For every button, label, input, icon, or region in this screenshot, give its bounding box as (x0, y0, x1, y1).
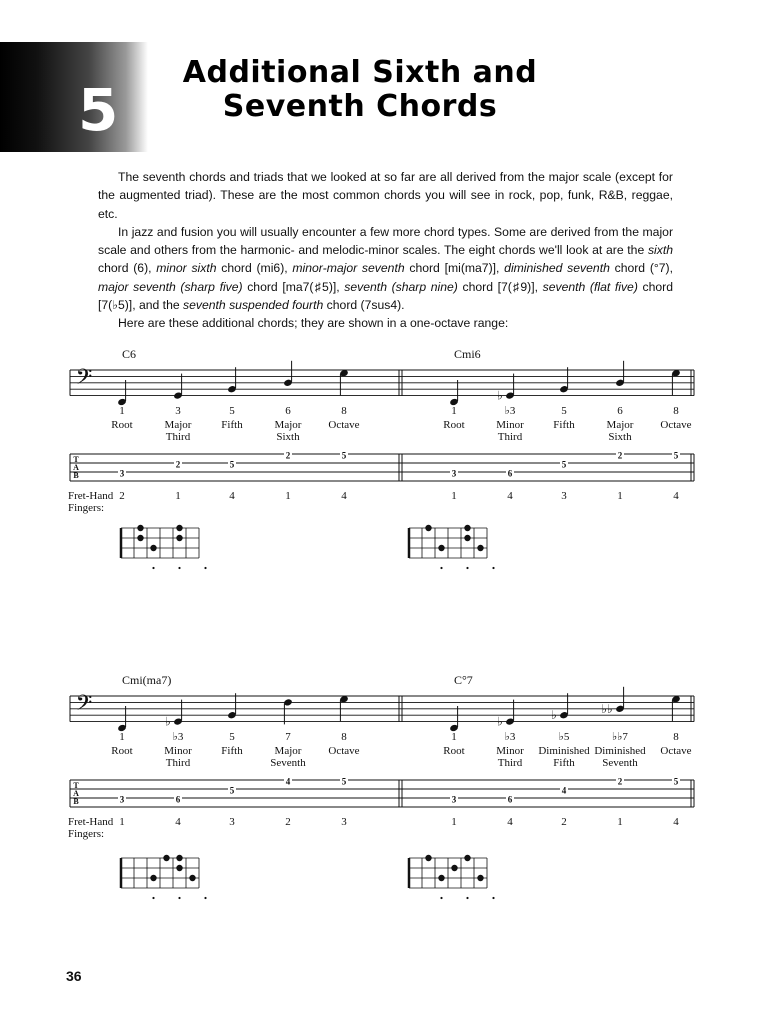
scale-degree: 5 (229, 731, 235, 743)
chord-name: C6 (122, 347, 137, 361)
chord-name: Cmi6 (454, 347, 481, 361)
interval-label: Root (111, 745, 133, 757)
scale-degree: 8 (341, 405, 347, 417)
finger-number: 4 (673, 490, 679, 502)
tab-fret-number: 6 (507, 468, 513, 479)
fretboard-dot (137, 525, 143, 531)
finger-number: 4 (175, 816, 181, 828)
finger-number: 4 (507, 490, 513, 502)
fingers-label: Fingers: (68, 502, 105, 514)
finger-number: 4 (229, 490, 235, 502)
interval-label: Major (274, 419, 302, 431)
tab-fret-number: 6 (507, 794, 513, 805)
fretboard-marker (204, 567, 206, 569)
chapter-title-line-2: Seventh Chords (222, 89, 498, 124)
interval-label: Fifth (221, 419, 243, 431)
interval-label: Fifth (553, 419, 575, 431)
interval-label: Root (443, 745, 465, 757)
fretboard-dot (176, 865, 182, 871)
fretboard-dot (438, 875, 444, 881)
finger-number: 3 (229, 816, 235, 828)
finger-number: 1 (285, 490, 291, 502)
fretboard-dot (150, 875, 156, 881)
fretboard-diagram-cdim7 (409, 855, 495, 899)
fretboard-dot (163, 855, 169, 861)
tab-fret-number: 3 (119, 794, 125, 805)
interval-label: Root (443, 419, 465, 431)
finger-number: 1 (451, 490, 457, 502)
paragraph-2: In jazz and fusion you will usually encounter a few more chord types. Some are derived from the major scale and others from the harmonic- and melodic-minor scales. The eight chords we'll look at are the sixth chord (6), minor sixth chord (mi6), minor-major seventh chord [mi(ma7)], diminished seventh chord (°7), major seventh (sharp five) chord [ma7(♯5)], seventh (sharp nine) chord [7(♯9)], seventh (flat five) chord [7(♭5)], and the seventh suspended fourth chord (7sus4). (98, 224, 673, 313)
finger-number: 3 (561, 490, 567, 502)
tab-fret-number: 5 (673, 776, 679, 787)
fretboard-marker (492, 567, 494, 569)
fretboard-dot (425, 525, 431, 531)
tab-letter: A (73, 789, 79, 798)
tab-letter: T (73, 781, 79, 790)
fretboard-dot (477, 875, 483, 881)
tab-fret-number: 3 (451, 794, 457, 805)
fretboard-dot (464, 535, 470, 541)
finger-number: 4 (673, 816, 679, 828)
interval-label: Major (606, 419, 634, 431)
finger-number: 2 (561, 816, 567, 828)
finger-number: 4 (341, 490, 347, 502)
fretboard-dot (464, 855, 470, 861)
fretboard-marker (204, 897, 206, 899)
interval-label: Octave (328, 419, 360, 431)
fretboard-dot (176, 855, 182, 861)
finger-number: 1 (175, 490, 181, 502)
tab-fret-number: 5 (229, 459, 235, 470)
fretboard-dot (189, 875, 195, 881)
fretboard-dot (451, 865, 457, 871)
fretboard-marker (152, 897, 154, 899)
finger-number: 4 (507, 816, 513, 828)
accidental: ♭ (551, 708, 557, 723)
fretboard-dot (425, 855, 431, 861)
finger-number: 1 (617, 816, 623, 828)
fretboard-marker (178, 567, 180, 569)
tab-fret-number: 5 (673, 450, 679, 461)
accidental: ♭ (497, 388, 503, 403)
tab-fret-number: 5 (229, 785, 235, 796)
scale-degree: ♭3 (172, 731, 184, 743)
scale-degree: 6 (285, 405, 291, 417)
tab-fret-number: 5 (341, 450, 347, 461)
paragraph-1: The seventh chords and triads that we looked at so far are all derived from the major scale (except for the augmented triad). These are the most common chords you will see in rock, pop, funk, R&B, reggae, etc. (98, 170, 673, 221)
tab-fret-number: 5 (561, 459, 567, 470)
fretboard-dot (137, 535, 143, 541)
fretboard-marker (178, 897, 180, 899)
interval-label: Major (274, 745, 302, 757)
scale-degree: ♭3 (504, 731, 516, 743)
chapter-title-line-1: Additional Sixth and (182, 55, 538, 90)
scale-degree: 1 (119, 731, 125, 743)
paragraph-3: Here are these additional chords; they are shown in a one-octave range: (118, 316, 509, 331)
interval-label: Root (111, 419, 133, 431)
interval-label: Seventh (270, 757, 306, 769)
accidental: ♭ (497, 714, 503, 729)
scale-degree: 8 (673, 405, 679, 417)
fretboard-dot (150, 545, 156, 551)
fretboard-diagram-cmi-ma7 (121, 855, 207, 899)
page-number: 36 (66, 968, 82, 984)
interval-label: Diminished (538, 745, 590, 757)
scale-degree: 1 (119, 405, 125, 417)
interval-label: Sixth (608, 431, 632, 443)
interval-label: Octave (660, 419, 692, 431)
tab-letter: A (73, 463, 79, 472)
scale-degree: ♭5 (558, 731, 570, 743)
interval-label: Fifth (221, 745, 243, 757)
fretboard-marker (466, 897, 468, 899)
interval-label: Minor (496, 745, 524, 757)
fretboard-marker (492, 897, 494, 899)
interval-label: Third (165, 431, 191, 443)
tab-fret-number: 4 (285, 776, 291, 787)
fretboard-dot (477, 545, 483, 551)
finger-number: 1 (119, 816, 125, 828)
interval-label: Seventh (602, 757, 638, 769)
interval-label: Third (165, 757, 191, 769)
bass-clef-icon: 𝄢 (75, 365, 93, 394)
fretboard-marker (440, 567, 442, 569)
tab-fret-number: 3 (451, 468, 457, 479)
finger-number: 1 (617, 490, 623, 502)
fretboard-marker (152, 567, 154, 569)
interval-label: Third (497, 757, 523, 769)
tab-fret-number: 6 (175, 794, 181, 805)
scale-degree: 6 (617, 405, 623, 417)
fretboard-dot (176, 525, 182, 531)
interval-label: Major (164, 419, 192, 431)
interval-label: Fifth (553, 757, 575, 769)
tab-fret-number: 2 (617, 776, 623, 787)
scale-degree: 1 (451, 731, 457, 743)
scale-degree: 8 (341, 731, 347, 743)
bass-clef-icon: 𝄢 (75, 691, 93, 720)
accidental: ♭♭ (601, 701, 613, 716)
scale-degree: 5 (229, 405, 235, 417)
fretboard-dot (464, 525, 470, 531)
chapter-number: 5 (78, 76, 117, 144)
finger-number: 2 (119, 490, 125, 502)
fretboard-diagram-cmi6 (409, 525, 495, 569)
fretboard-marker (440, 897, 442, 899)
fingers-label: Fingers: (68, 828, 105, 840)
scale-degree: 8 (673, 731, 679, 743)
fretboard-dot (438, 545, 444, 551)
interval-label: Third (497, 431, 523, 443)
interval-label: Sixth (276, 431, 300, 443)
tab-letter: B (73, 471, 79, 480)
chord-name: C°7 (454, 673, 473, 687)
scale-degree: ♭3 (504, 405, 516, 417)
tab-fret-number: 2 (175, 459, 181, 470)
tab-fret-number: 4 (561, 785, 567, 796)
accidental: ♭ (165, 714, 171, 729)
scale-degree: 1 (451, 405, 457, 417)
fretboard-marker (466, 567, 468, 569)
chord-name: Cmi(ma7) (122, 673, 172, 687)
fret-hand-label: Fret-Hand (68, 816, 114, 828)
interval-label: Diminished (594, 745, 646, 757)
tab-fret-number: 2 (617, 450, 623, 461)
interval-label: Octave (660, 745, 692, 757)
tab-letter: B (73, 797, 79, 806)
fretboard-dot (176, 535, 182, 541)
tab-letter: T (73, 455, 79, 464)
finger-number: 3 (341, 816, 347, 828)
interval-label: Minor (164, 745, 192, 757)
tab-fret-number: 2 (285, 450, 291, 461)
fretboard-diagram-c6 (121, 525, 207, 569)
tab-fret-number: 3 (119, 468, 125, 479)
scale-degree: 7 (285, 731, 291, 743)
fret-hand-label: Fret-Hand (68, 490, 114, 502)
finger-number: 1 (451, 816, 457, 828)
interval-label: Minor (496, 419, 524, 431)
finger-number: 2 (285, 816, 291, 828)
scale-degree: 5 (561, 405, 567, 417)
scale-degree: 3 (175, 405, 181, 417)
scale-degree: ♭♭7 (612, 731, 628, 743)
tab-fret-number: 5 (341, 776, 347, 787)
interval-label: Octave (328, 745, 360, 757)
